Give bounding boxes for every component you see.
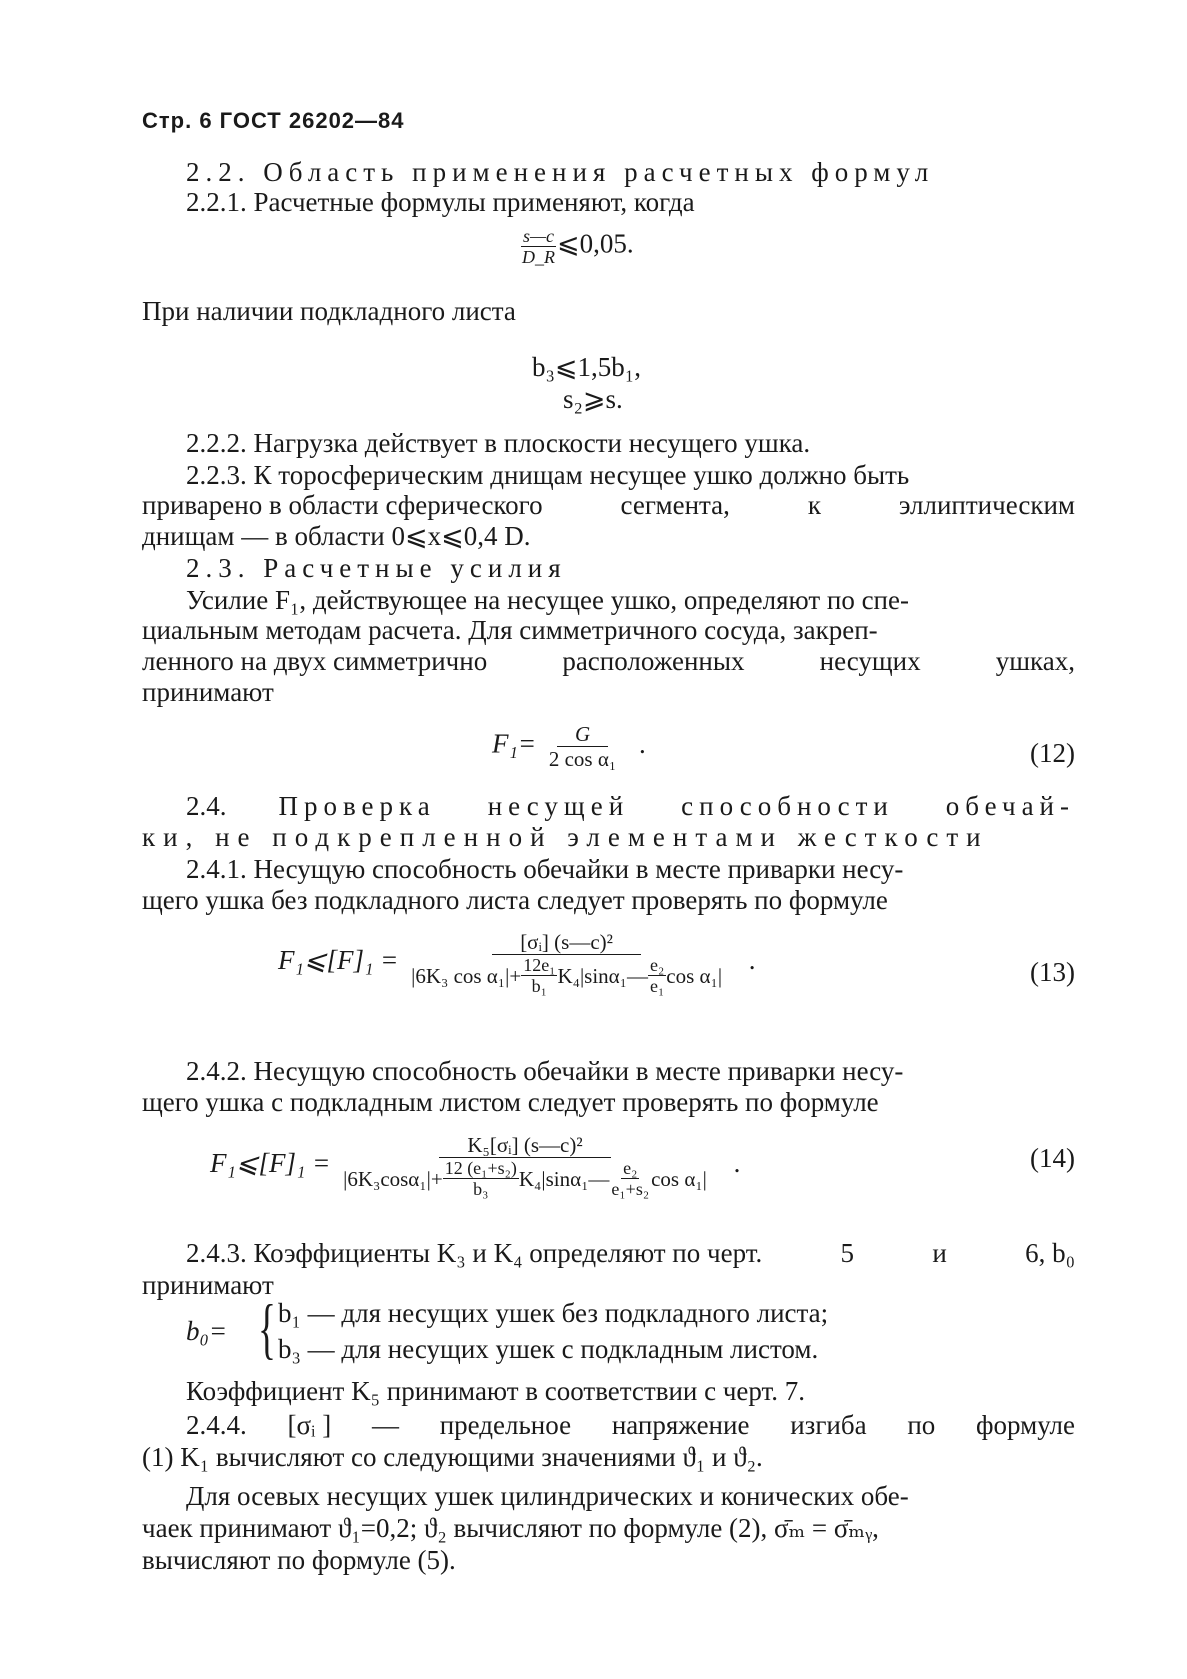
word: изгиба (790, 1410, 867, 1440)
inner-fraction (648, 955, 666, 996)
condition-formula-2: b₃⩽1,5b₁, (532, 352, 641, 382)
paragraph-2-3-line-3 (142, 646, 1075, 676)
inner-fraction (443, 1158, 519, 1199)
word: приварено в области сферического (142, 490, 543, 520)
paragraph-2-3-line-1: Усилие F₁, действующее на несущее ушко, определяют по спе- (186, 585, 909, 615)
paragraph-2-4-2-line-2: щего ушка с подкладным листом следует проверять по формуле (142, 1087, 879, 1117)
equation-tail: . (733, 1148, 741, 1179)
den-part: K₄|sinα₁— (518, 1166, 610, 1191)
paragraph-2-2-3-line-3: днищам — в области 0⩽x⩽0,4 D. (142, 521, 531, 551)
fraction-denominator: 2 cos α₁ (548, 747, 617, 771)
paragraph-2-4-3-line-1 (186, 1238, 1075, 1268)
word: и (932, 1238, 947, 1268)
fraction-denominator (337, 1158, 713, 1199)
equation-13 (278, 930, 756, 996)
den-part: K₄|sinα₁— (557, 963, 648, 988)
paragraph-2-2-3-line-2 (142, 490, 1075, 520)
word: 6, b₀ (1025, 1238, 1075, 1268)
word: несущей (487, 791, 630, 821)
equation-fraction (337, 1133, 713, 1199)
word: напряжение (611, 1410, 750, 1440)
word: предельное (439, 1410, 572, 1440)
word: расположенных (562, 646, 745, 676)
word: 2.4.3. Коэффициенты K₃ и K₄ определяют по черт. (186, 1238, 763, 1268)
word: Проверка (278, 791, 436, 821)
left-brace-icon: { (258, 1290, 276, 1366)
b0-case-1: b₁ — для несущих ушек без подкладного листа; (278, 1298, 829, 1328)
inner-numerator: e₂ (623, 1158, 638, 1178)
equation-lhs: F₁⩽[F]₁ = (278, 945, 399, 976)
word: — (371, 1410, 399, 1440)
paragraph-axial-line-2: чаек принимают ϑ₁=0,2; ϑ₂ вычисляют по формуле (2), σ̄ₘ = σ̄ₘᵧ, (142, 1513, 879, 1543)
section-2-3-heading: 2.3. Расчетные усилия (186, 553, 567, 583)
fraction-numerator: G (557, 722, 608, 747)
section-2-4-heading-line-2: ки, не подкрепленной элементами жесткости (142, 822, 989, 852)
word: эллиптическим (898, 490, 1075, 520)
word: 5 (840, 1238, 855, 1268)
paragraph-2-4-4-line-2: (1) K₁ вычисляют со следующими значениями ϑ₁ и ϑ₂. (142, 1442, 763, 1472)
fraction-numerator: K₅[σᵢ] (s—c)² (439, 1133, 610, 1158)
word: обечай- (945, 791, 1075, 821)
paragraph-2-2-3: 2.2.3. К торосферическим днищам несущее ушко должно быть (186, 460, 910, 490)
paragraph-2-3-line-4: принимают (142, 677, 274, 707)
equation-number-12: (12) (1030, 738, 1075, 768)
inner-denominator: b₃ (473, 1179, 489, 1199)
word: сегмента, (620, 490, 730, 520)
paragraph-2-4-1-line-1: 2.4.1. Несущую способность обечайки в месте приварки несу- (186, 854, 904, 884)
word: [σᵢ ] (287, 1410, 332, 1440)
word: несущих (819, 646, 921, 676)
paragraph-2-4-4-line-1 (186, 1410, 1075, 1440)
condition-rhs: ⩽0,05. (557, 228, 634, 259)
equation-fraction (405, 930, 728, 996)
word: формуле (976, 1410, 1075, 1440)
equation-tail: . (638, 728, 646, 759)
den-part: cos α₁| (666, 963, 723, 988)
paragraph-axial-line-3: вычисляют по формуле (5). (142, 1545, 456, 1575)
paragraph-2-2-1: 2.2.1. Расчетные формулы применяют, когда (186, 187, 695, 217)
paragraph-2-4-2-line-1: 2.4.2. Несущую способность обечайки в месте приварки несу- (186, 1056, 904, 1086)
equation-number-13: (13) (1030, 957, 1075, 987)
word: способности (681, 791, 894, 821)
word: по (907, 1410, 936, 1440)
section-2-4-heading-line-1 (186, 791, 1075, 821)
b0-label: b₀= (186, 1316, 228, 1346)
paragraph-2-4-3-line-2: принимают (142, 1270, 274, 1300)
condition-formula-3: s₂⩾s. (563, 384, 623, 414)
den-part: |6K₃ cos α₁|+ (411, 963, 522, 988)
equation-lhs: F₁= (492, 728, 537, 759)
section-2-2-heading: 2.2. Область применения расчетных формул (186, 157, 935, 187)
equation-14 (210, 1133, 740, 1199)
paragraph-2-2-2: 2.2.2. Нагрузка действует в плоскости несущего ушка. (186, 428, 811, 458)
paragraph-podkladnoy: При наличии подкладного листа (142, 296, 516, 326)
word: 2.4. (186, 791, 227, 821)
inner-denominator: e₁+s₂ (611, 1179, 650, 1199)
paragraph-2-4-1-line-2: щего ушка без подкладного листа следует проверять по формуле (142, 885, 888, 915)
paragraph-axial-line-1: Для осевых несущих ушек цилиндрических и конических обе- (186, 1481, 909, 1511)
inner-fraction (609, 1158, 651, 1199)
b0-case-2: b₃ — для несущих ушек с подкладным листом. (278, 1334, 819, 1364)
fraction-numerator: s—c (523, 226, 554, 246)
word: к (807, 490, 821, 520)
den-part: cos α₁| (651, 1166, 707, 1191)
inner-denominator: b₁ (531, 976, 547, 996)
equation-fraction (543, 722, 622, 771)
equation-tail: . (748, 945, 756, 976)
page-header: Стр. 6 ГОСТ 26202—84 (142, 108, 405, 133)
word: ушках, (995, 646, 1075, 676)
condition-fraction (520, 226, 557, 267)
inner-fraction (521, 955, 557, 996)
word: 2.4.4. (186, 1410, 247, 1440)
inner-denominator: e₁ (649, 976, 665, 996)
inner-numerator: 12e₁ (523, 955, 556, 975)
word: ленного на двух симметрично (142, 646, 488, 676)
fraction-denominator: D_R (522, 247, 555, 267)
equation-number-14: (14) (1030, 1143, 1075, 1173)
equation-12 (492, 722, 646, 771)
paragraph-k5: Коэффициент K₅ принимают в соответствии с черт. 7. (186, 1376, 806, 1406)
inner-numerator: e₂ (649, 955, 665, 975)
fraction-numerator: [σᵢ] (s—c)² (492, 930, 641, 955)
paragraph-2-3-line-2: циальным методам расчета. Для симметричного сосуда, закреп- (142, 615, 878, 645)
den-part: |6K₃cosα₁|+ (343, 1166, 443, 1191)
equation-lhs: F₁⩽[F]₁ = (210, 1148, 331, 1179)
fraction-denominator (405, 955, 728, 996)
condition-formula-1 (520, 226, 634, 267)
inner-numerator: 12 (e₁+s₂) (444, 1158, 517, 1178)
